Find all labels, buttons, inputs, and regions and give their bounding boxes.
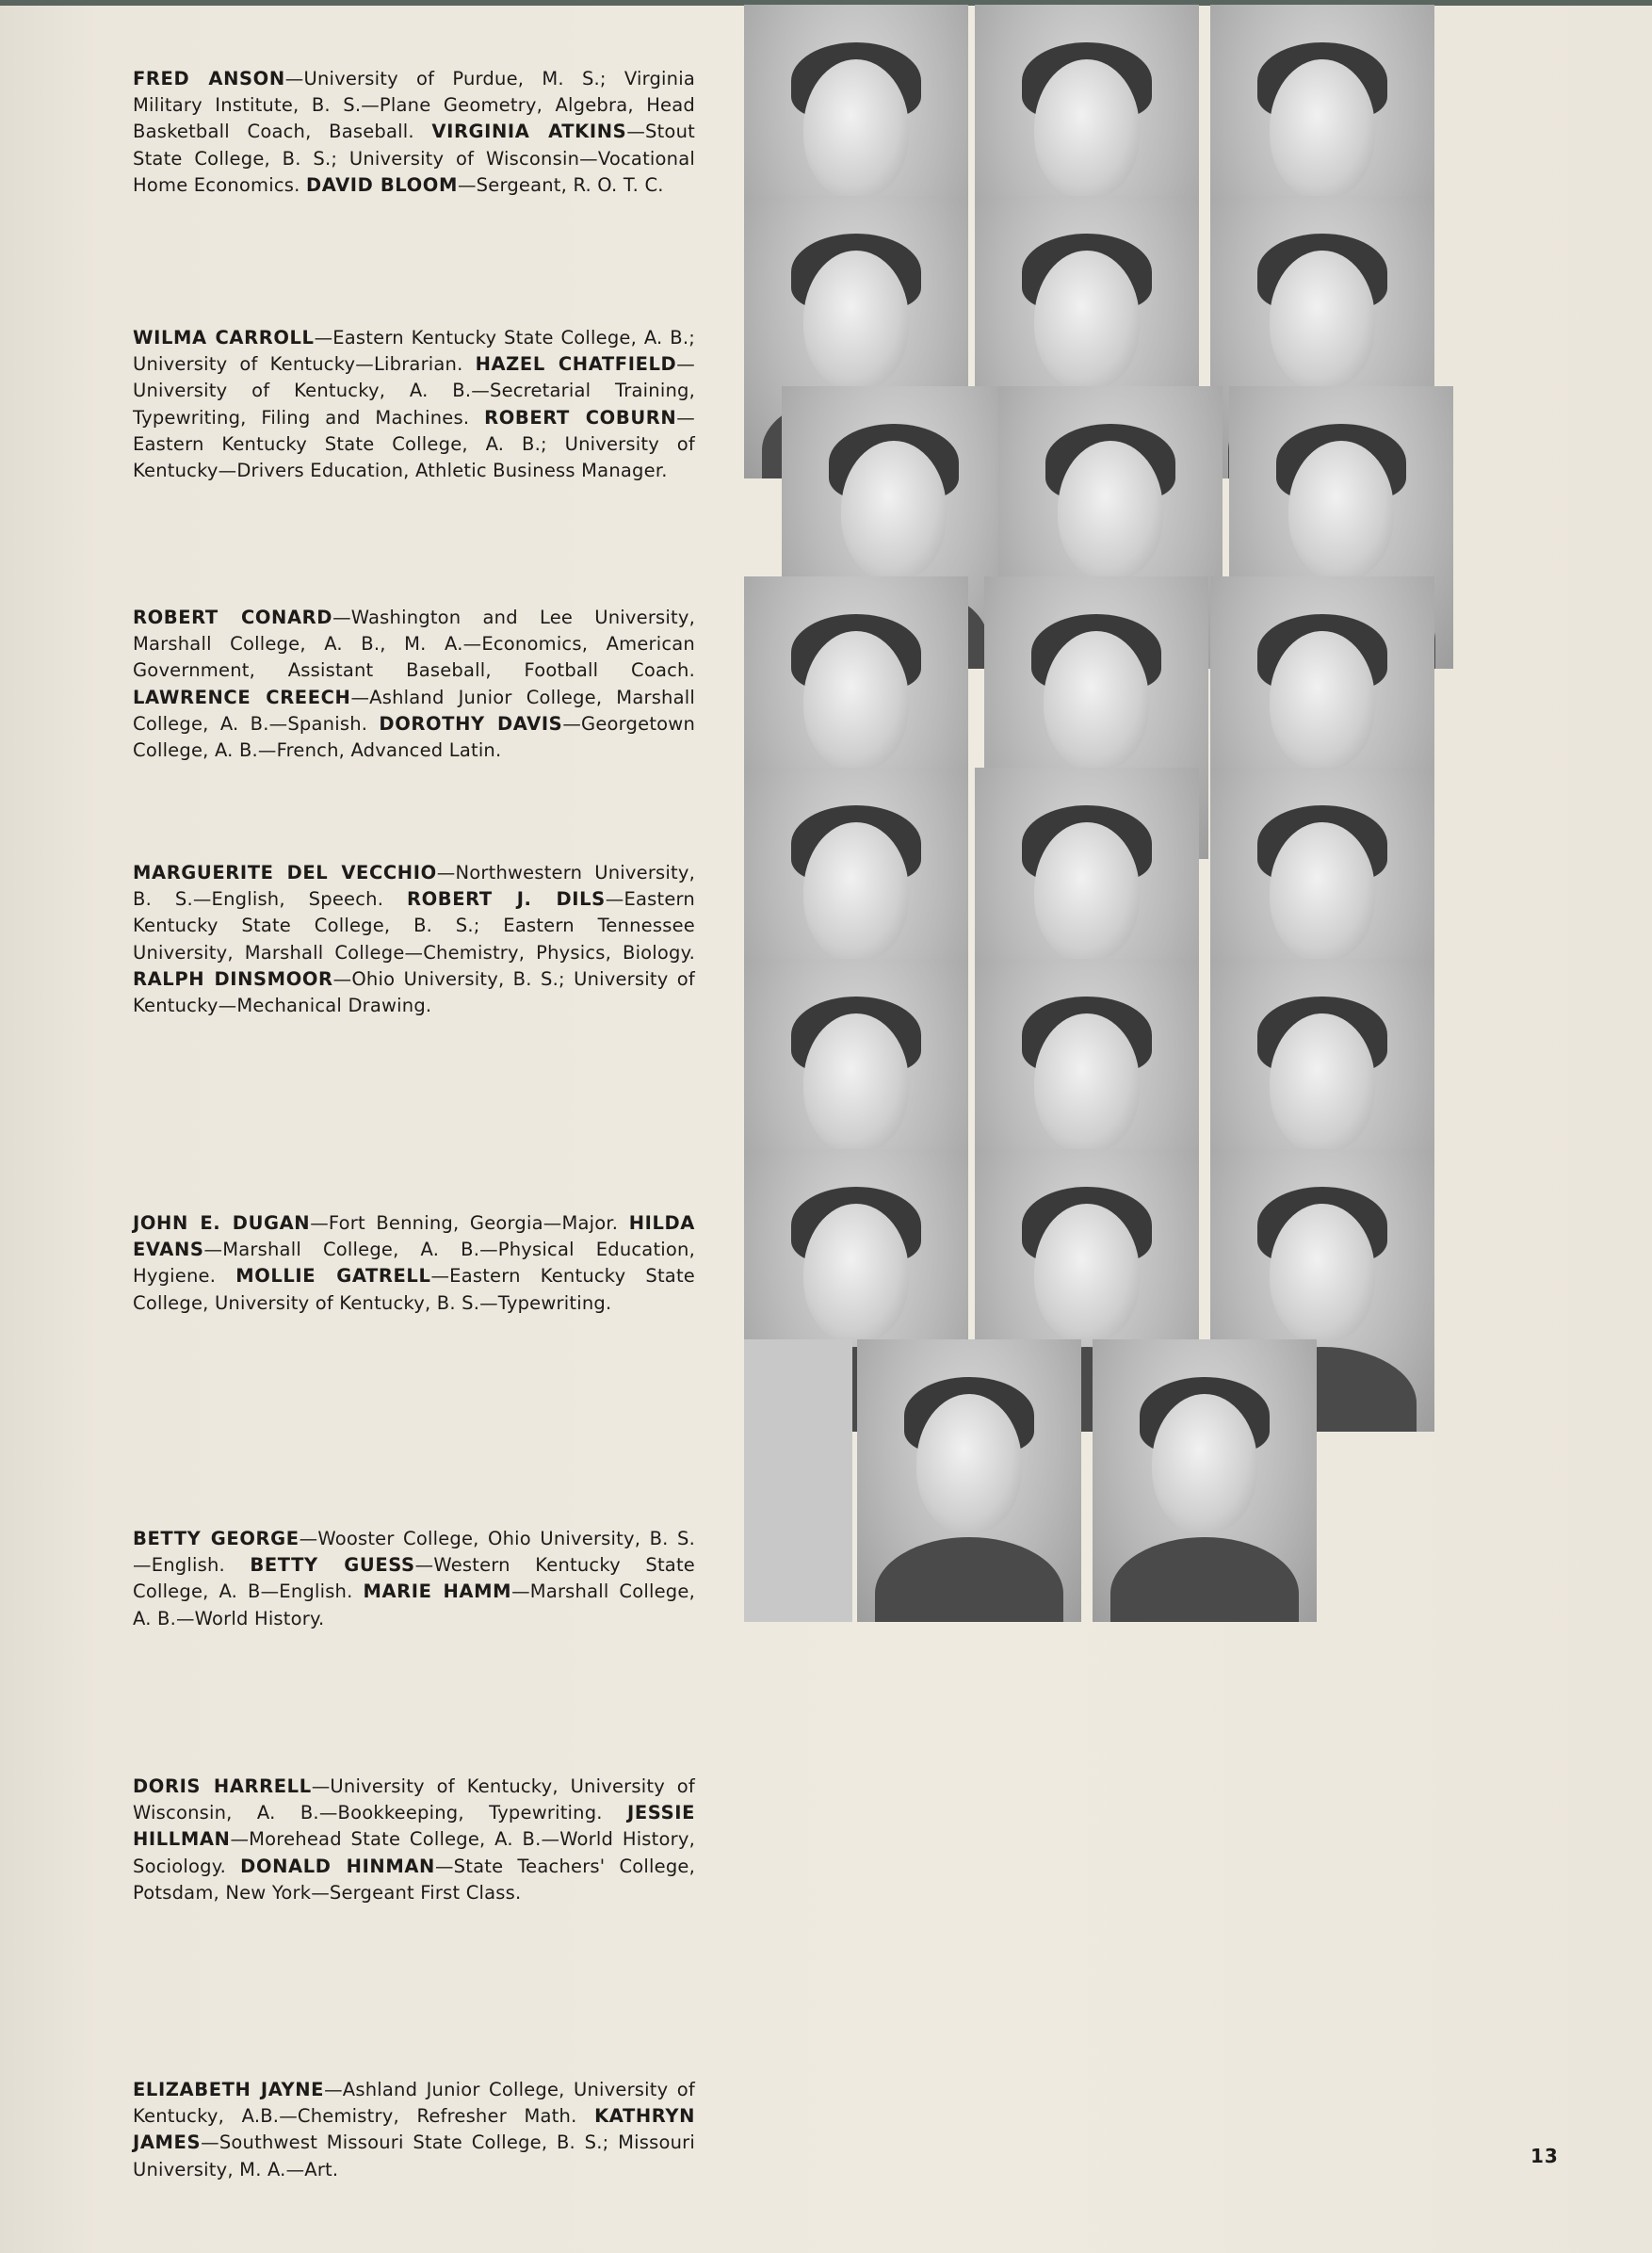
- faculty-credentials: —University of Kentucky, University of Wisconsin, A. B.—Bookkeeping, Typewriting.: [133, 1775, 695, 1824]
- faculty-name: JESSIE HILLMAN: [133, 1802, 695, 1851]
- faculty-credentials: —Ashland Junior College, University of Kentucky, A.B.—Chemistry, Refresher Math.: [133, 2079, 695, 2128]
- faculty-credentials: —Northwestern University, B. S.—English, Speech.: [133, 862, 695, 911]
- faculty-entry-text: [133, 2077, 695, 2183]
- faculty-credentials: —Western Kentucky State College, A. B—English.: [133, 1554, 695, 1603]
- faculty-name: DONALD HINMAN: [240, 1855, 435, 1877]
- portrait-photo: [744, 1339, 852, 1622]
- faculty-credentials: —Eastern Kentucky State College, A. B.; University of Kentucky—Drivers Education, Athletic Business Manager.: [133, 406, 695, 482]
- faculty-credentials: —Sergeant, R. O. T. C.: [457, 173, 664, 196]
- faculty-name: MARIE HAMM: [363, 1580, 512, 1603]
- faculty-name: DORIS HARRELL: [133, 1775, 312, 1797]
- faculty-credentials: —Eastern Kentucky State College, A. B.; University of Kentucky—Librarian.: [133, 327, 696, 376]
- faculty-name: DAVID BLOOM: [305, 173, 458, 196]
- faculty-name: DOROTHY DAVIS: [379, 712, 563, 735]
- faculty-credentials: —Fort Benning, Georgia—Major.: [310, 1212, 629, 1234]
- faculty-name: MOLLIE GATRELL: [235, 1265, 431, 1288]
- faculty-name: FRED ANSON: [133, 68, 285, 89]
- faculty-credentials: —University of Purdue, M. S.; Virginia Military Institute, B. S.—Plane Geometry, Algebra, Head Basketball Coach, Baseball.: [133, 68, 695, 143]
- portrait-photo: [1093, 1339, 1317, 1622]
- faculty-credentials: —Marshall College, A. B.—Physical Education, Hygiene.: [133, 1239, 695, 1288]
- portrait-body-shape: [1110, 1537, 1299, 1622]
- faculty-name: JOHN E. DUGAN: [133, 1212, 311, 1234]
- faculty-credentials: —Stout State College, B. S.; University of Wisconsin—Vocational Home Economics.: [133, 121, 695, 196]
- faculty-name: VIRGINIA ATKINS: [431, 121, 627, 143]
- faculty-name: RALPH DINSMOOR: [133, 967, 333, 990]
- faculty-name: ROBERT J. DILS: [407, 888, 606, 911]
- portrait-body-shape: [875, 1537, 1063, 1622]
- portrait-photo: [857, 1339, 1081, 1622]
- faculty-name: ROBERT CONARD: [133, 607, 333, 628]
- faculty-name: LAWRENCE CREECH: [133, 686, 351, 708]
- faculty-credentials: —Ashland Junior College, Marshall College, A. B.—Spanish.: [133, 686, 695, 735]
- portrait-head-shape: [1152, 1394, 1257, 1533]
- faculty-name: MARGUERITE DEL VECCHIO: [133, 862, 437, 883]
- faculty-name: ELIZABETH JAYNE: [133, 2079, 325, 2100]
- faculty-credentials: —Eastern Kentucky State College, University of Kentucky, B. S.—Typewriting.: [133, 1265, 695, 1314]
- faculty-credentials: —University of Kentucky, A. B.—Secretarial Training, Typewriting, Filing and Machines.: [133, 353, 695, 429]
- faculty-credentials: —Marshall College, A. B.—World History.: [133, 1580, 695, 1629]
- faculty-name: BETTY GUESS: [250, 1554, 415, 1577]
- faculty-credentials: —Eastern Kentucky State College, B. S.; Eastern Tennessee University, Marshall College—Chemistry, Physics, Biology.: [133, 888, 695, 964]
- faculty-credentials: —Washington and Lee University, Marshall College, A. B., M. A.—Economics, American Government, Assistant Baseball, Football Coach.: [133, 607, 696, 682]
- faculty-credentials: —Morehead State College, A. B.—World History, Sociology.: [133, 1828, 695, 1877]
- faculty-credentials: —Georgetown College, A. B.—French, Advanced Latin.: [133, 712, 695, 762]
- faculty-name: HAZEL CHATFIELD: [475, 353, 677, 376]
- faculty-name: BETTY GEORGE: [133, 1528, 300, 1549]
- faculty-name: HILDA EVANS: [133, 1212, 695, 1261]
- faculty-credentials: —Southwest Missouri State College, B. S.; Missouri University, M. A.—Art.: [133, 2131, 695, 2180]
- faculty-name: ROBERT COBURN: [484, 406, 677, 429]
- page-number: 13: [1531, 2145, 1559, 2167]
- faculty-name: WILMA CARROLL: [133, 327, 315, 348]
- faculty-credentials: —State Teachers' College, Potsdam, New York—Sergeant First Class.: [133, 1855, 695, 1904]
- portrait-head-shape: [916, 1394, 1022, 1533]
- faculty-name: KATHRYN JAMES: [133, 2105, 695, 2154]
- faculty-credentials: —Ohio University, B. S.; University of Kentucky—Mechanical Drawing.: [133, 967, 695, 1017]
- faculty-credentials: —Wooster College, Ohio University, B. S.—English.: [133, 1528, 695, 1577]
- portrait-strip: [744, 1339, 1441, 1622]
